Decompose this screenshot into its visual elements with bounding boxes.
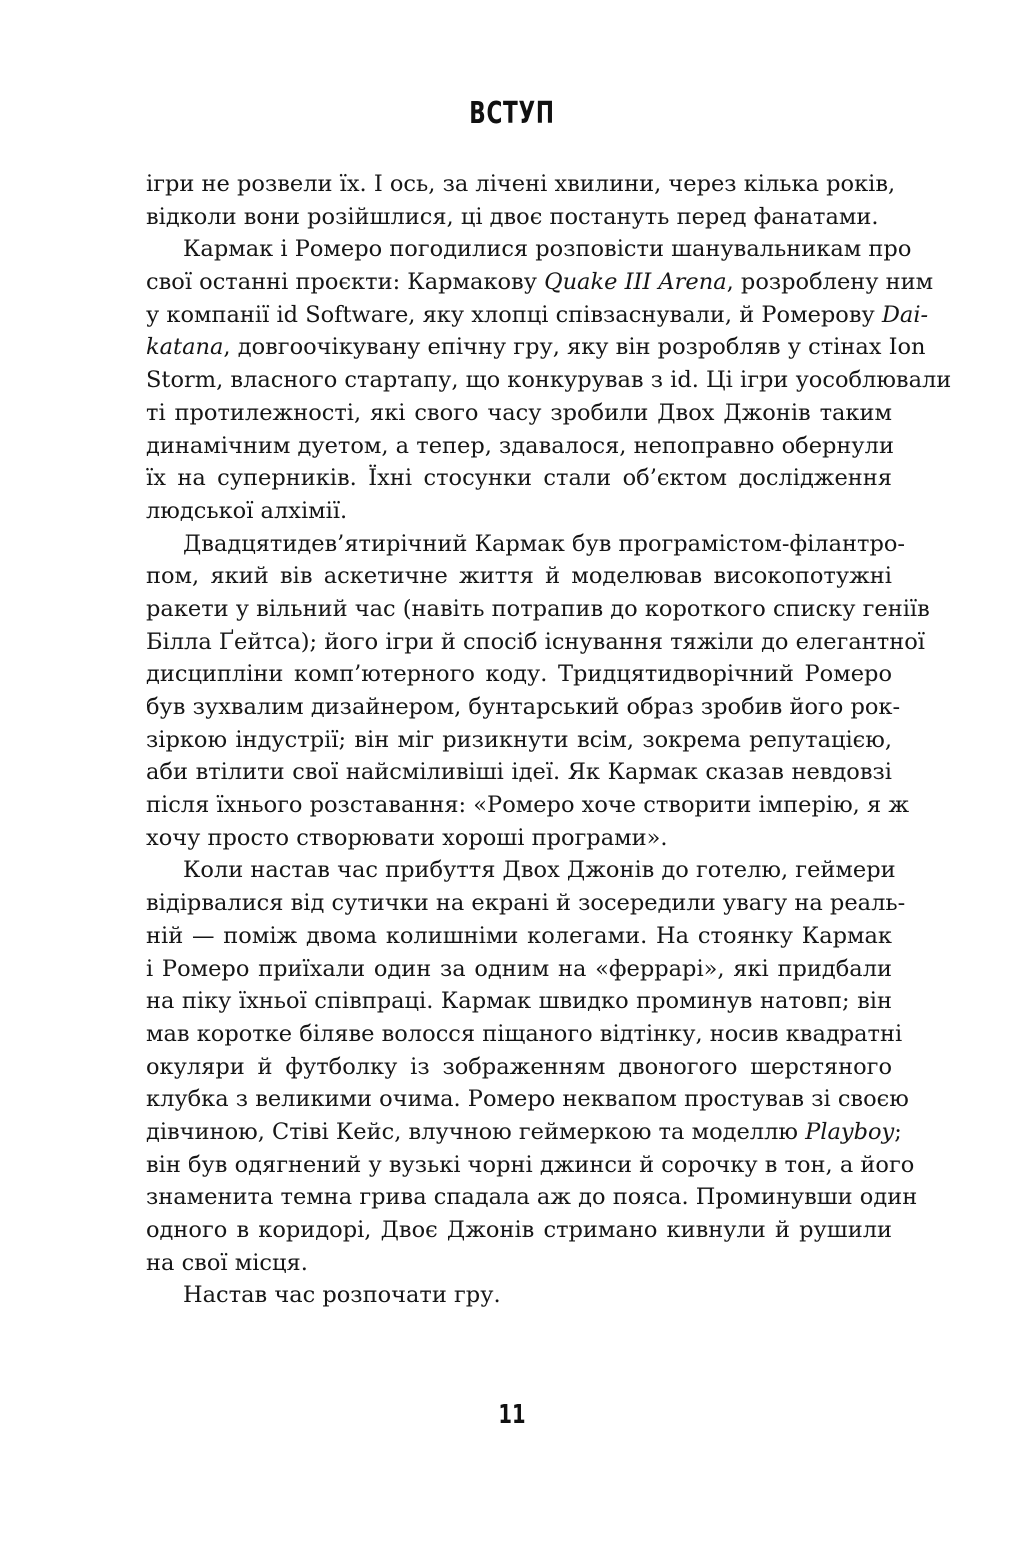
- text-line: на піку їхньої співпраці. Кармак швидко проминув натовп; він: [146, 988, 892, 1015]
- text-line: і Ромеро приїхали один за одним на «феррарі», які придбали: [146, 955, 892, 982]
- text-line: пом, який вів аскетичне життя й моделював високопотужні: [146, 563, 892, 590]
- text-line: ігри не розвели їх. І ось, за лічені хвилини, через кілька років,: [146, 171, 896, 197]
- text-line: окуляри й футболку із зображенням двоногого шерстяного: [146, 1053, 892, 1080]
- text-line: знаменита темна грива спадала аж до пояса. Проминувши один: [146, 1184, 918, 1211]
- paragraph: [146, 854, 918, 1279]
- page-number: 11: [498, 1400, 526, 1430]
- text-line: свої останні проєкти: Кармакову Quake III Arena, розроблену ним: [146, 269, 934, 296]
- text-line: Білла Ґейтса); його ігри й спосіб існування тяжіли до елегантної: [146, 628, 925, 655]
- paragraph: [146, 528, 930, 855]
- text-line: людської алхімії.: [146, 497, 348, 524]
- text-line: Storm, власного стартапу, що конкурував з id. Ці ігри уособлювали: [146, 367, 952, 394]
- text-line: дівчиною, Стіві Кейс, влучною геймеркою та моделлю Playboy;: [146, 1118, 902, 1145]
- paragraph: [146, 168, 896, 233]
- text-line: Кармак і Ромеро погодилися розповісти шанувальникам про: [183, 236, 912, 263]
- text-line: їх на суперників. Їхні стосунки стали об’єктом дослідження: [146, 465, 892, 492]
- text-line: мав коротке біляве волосся піщаного відтінку, носив квадратні: [146, 1020, 903, 1047]
- text-line: він був одягнений у вузькі чорні джинси й сорочку в тон, а його: [146, 1151, 915, 1178]
- text-line: зіркою індустрії; він міг ризикнути всім, зокрема репутацією,: [146, 726, 892, 753]
- text-line: ті протилежності, які свого часу зробили Двох Джонів таким: [146, 399, 892, 426]
- text-line: відірвалися від сутички на екрані й зосередили увагу на реаль-: [146, 890, 906, 917]
- italic-title: katana: [146, 334, 224, 361]
- body-text: [146, 168, 952, 1312]
- text-line: хочу просто створювати хороші програми».: [146, 824, 668, 851]
- text-line: був зухвалим дизайнером, бунтарський образ зробив його рок-: [146, 694, 901, 720]
- paragraph: [146, 1279, 892, 1312]
- text-line: дисципліни комп’ютерного коду. Тридцятидворічний Ромеро: [146, 661, 892, 688]
- chapter-heading: ВСТУП: [469, 96, 555, 131]
- text-line: динамічним дуетом, а тепер, здавалося, непоправно обернули: [146, 432, 894, 459]
- italic-title: Quake III Arena: [544, 269, 727, 296]
- text-line: відколи вони розійшлися, ці двоє постануть перед фанатами.: [146, 203, 879, 230]
- text-line: аби втілити свої найсміливіші ідеї. Як Кармак сказав невдовзі: [146, 759, 892, 786]
- text-line: Настав час розпочати гру.: [183, 1282, 501, 1309]
- paragraph: [146, 233, 952, 527]
- text-line: одного в коридорі, Двоє Джонів стримано кивнули й рушили: [146, 1217, 892, 1243]
- text-line: клубка з великими очима. Ромеро неквапом простував зі своєю: [146, 1086, 909, 1113]
- italic-title: Dai-: [881, 301, 929, 328]
- text-line: Коли настав час прибуття Двох Джонів до готелю, геймери: [183, 857, 896, 884]
- text-line: у компанії id Software, яку хлопці співзаснували, й Ромерову Dai-: [146, 301, 929, 328]
- text-line: Двадцятидев’ятирічний Кармак був програмістом-філантро-: [183, 530, 905, 557]
- text-line: після їхнього розставання: «Ромеро хоче створити імперію, я ж: [146, 792, 910, 819]
- text-line: ній — поміж двома колишніми колегами. На стоянку Кармак: [146, 922, 892, 949]
- text-line: на свої місця.: [146, 1249, 308, 1276]
- italic-title: Playboy: [805, 1118, 895, 1145]
- text-line: katana, довгоочікувану епічну гру, яку він розробляв у стінах Ion: [146, 334, 926, 361]
- text-line: ракети у вільний час (навіть потрапив до короткого списку геніїв: [146, 595, 930, 622]
